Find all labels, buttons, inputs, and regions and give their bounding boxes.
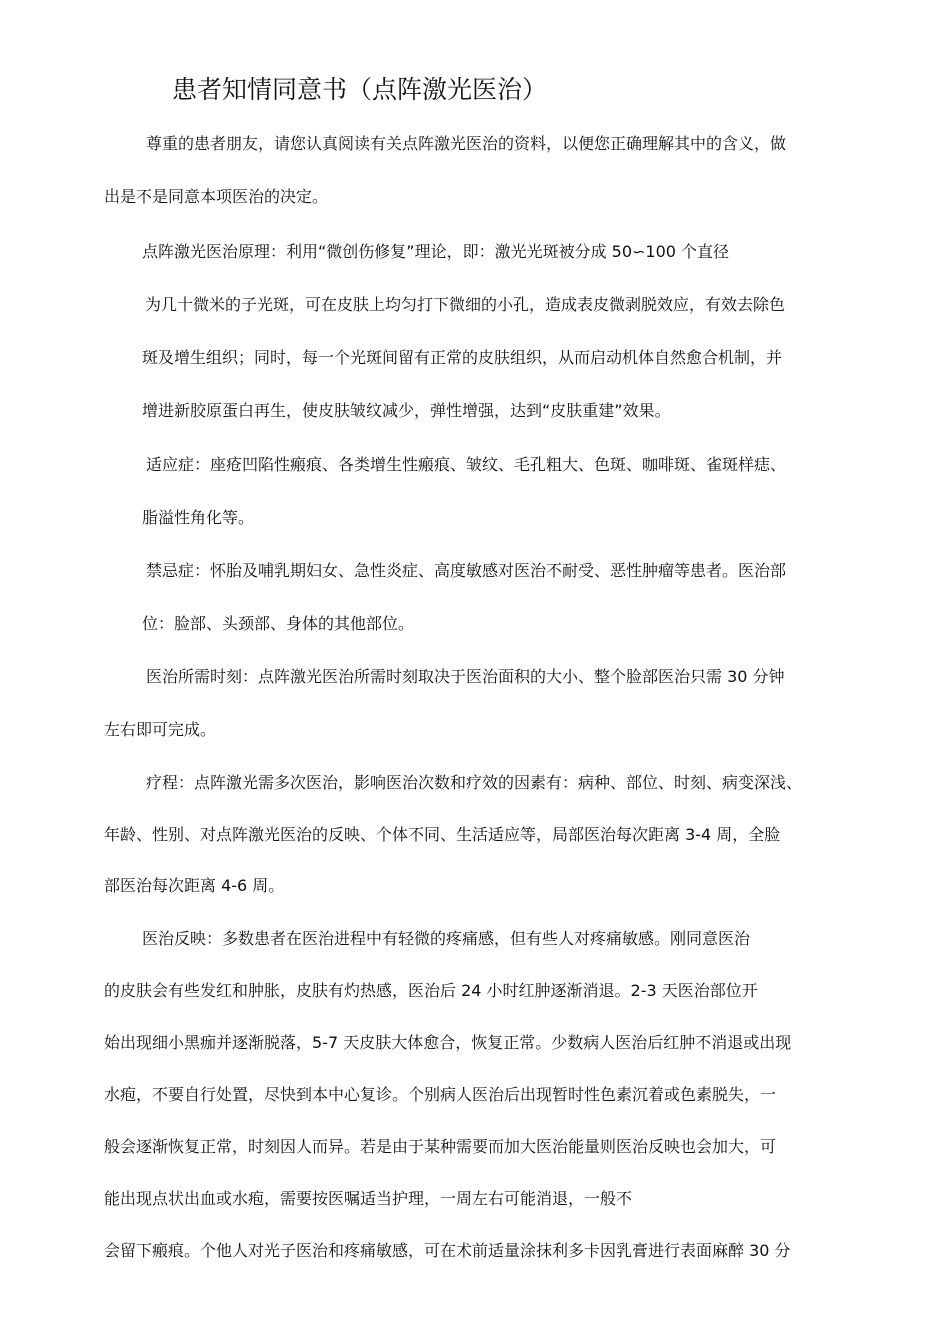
- paragraph-line-principle-1: 点阵激光医治原理：利用“微创伤修复”理论，即：激光光斑被分成 50∽100 个直径: [142, 242, 730, 261]
- paragraph-line-intro-2: 出是不是同意本项医治的决定。: [104, 187, 329, 206]
- paragraph-line-reaction-7: 会留下瘢痕。个他人对光子医治和疼痛敏感，可在术前适量涂抹利多卡因乳膏进行表面麻醉 30 分: [104, 1241, 791, 1260]
- paragraph-line-reaction-1: 医治反映：多数患者在医治进程中有轻微的疼痛感，但有些人对疼痛敏感。刚同意医治: [142, 929, 751, 948]
- paragraph-line-contraindications-2: 位：脸部、头颈部、身体的其他部位。: [142, 614, 415, 633]
- paragraph-line-reaction-3: 始出现细小黑痂并逐渐脱落，5-7 天皮肤大体愈合，恢复正常。少数病人医治后红肿不消退或出现: [104, 1033, 792, 1052]
- paragraph-line-reaction-4: 水疱，不要自行处置，尽快到本中心复诊。个别病人医治后出现暂时性色素沉着或色素脱失，一: [104, 1085, 777, 1104]
- paragraph-line-course-2: 年龄、性别、对点阵激光医治的反映、个体不同、生活适应等，局部医治每次距离 3-4 周，全脸: [104, 825, 781, 844]
- document-title: 患者知情同意书（点阵激光医治）: [172, 75, 548, 104]
- paragraph-line-principle-4: 增进新胶原蛋白再生，使皮肤皱纹减少，弹性增强，达到“皮肤重建”效果。: [142, 401, 671, 420]
- paragraph-line-reaction-2: 的皮肤会有些发红和肿胀，皮肤有灼热感，医治后 24 小时红肿逐渐消退。2-3 天医治部位开: [104, 981, 758, 1000]
- paragraph-line-time-1: 医治所需时刻：点阵激光医治所需时刻取决于医治面积的大小、整个脸部医治只需 30 分钟: [146, 667, 785, 686]
- paragraph-line-course-1: 疗程：点阵激光需多次医治，影响医治次数和疗效的因素有：病种、部位、时刻、病变深浅、: [146, 773, 803, 792]
- paragraph-line-reaction-6: 能出现点状出血或水疱，需要按医嘱适当护理，一周左右可能消退，一般不: [104, 1189, 633, 1208]
- paragraph-line-indications-1: 适应症：座疮凹陷性瘢痕、各类增生性瘢痕、皱纹、毛孔粗大、色斑、咖啡斑、雀斑样痣、: [146, 455, 787, 474]
- paragraph-line-indications-2: 脂溢性角化等。: [142, 508, 255, 527]
- paragraph-line-time-2: 左右即可完成。: [104, 720, 217, 739]
- paragraph-line-intro-1: 尊重的患者朋友，请您认真阅读有关点阵激光医治的资料，以便您正确理解其中的含义，做: [146, 134, 787, 153]
- paragraph-line-contraindications-1: 禁忌症：怀胎及哺乳期妇女、急性炎症、高度敏感对医治不耐受、恶性肿瘤等患者。医治部: [146, 561, 787, 580]
- paragraph-line-principle-2: 为几十微米的子光斑，可在皮肤上均匀打下微细的小孔，造成表皮微剥脱效应，有效去除色: [145, 295, 786, 314]
- paragraph-line-principle-3: 斑及增生组织；同时，每一个光斑间留有正常的皮肤组织，从而启动机体自然愈合机制，并: [142, 348, 783, 367]
- paragraph-line-reaction-5: 般会逐渐恢复正常，时刻因人而异。若是由于某种需要而加大医治能量则医治反映也会加大，可: [104, 1137, 777, 1156]
- paragraph-line-course-3: 部医治每次距离 4-6 周。: [104, 876, 285, 895]
